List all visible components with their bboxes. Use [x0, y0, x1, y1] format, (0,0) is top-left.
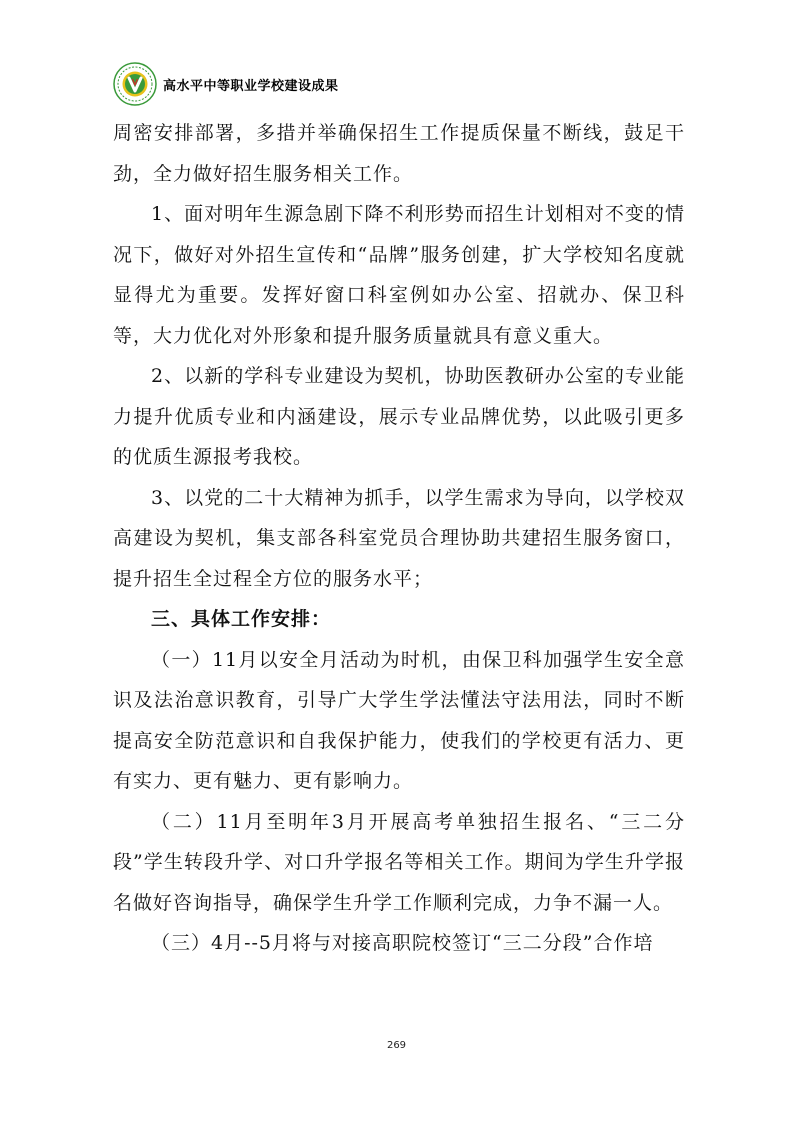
- paragraph-schedule-2: （二）11月至明年3月开展高考单独招生报名、“三二分段”学生转段升学、对口升学报名等相关工作。期间为学生升学报名做好咨询指导，确保学生升学工作顺利完成，力争不漏一人。: [113, 810, 685, 914]
- paragraph-schedule-3: （三）4月--5月将与对接高职院校签订“三二分段”合作培: [151, 932, 654, 954]
- paragraph-item-3: 3、以党的二十大精神为抓手，以学生需求为导向，以学校双高建设为契机，集支部各科室党员合理协助共建招生服务窗口，提升招生全过程全方位的服务水平；: [113, 486, 685, 590]
- paragraph-schedule-1: （一）11月以安全月活动为时机，由保卫科加强学生安全意识及法治意识教育，引导广大学生学法懂法守法用法，同时不断提高安全防范意识和自我保护能力，使我们的学校更有活力、更有实力、更有魅力、更有影响力。: [113, 648, 685, 792]
- school-logo: [113, 62, 157, 106]
- page-number: 269: [386, 1040, 407, 1051]
- document-body: [113, 113, 685, 964]
- section-heading: 三、具体工作安排：: [151, 608, 332, 630]
- paragraph-item-2: 2、以新的学科专业建设为契机，协助医教研办公室的专业能力提升优质专业和内涵建设，展示专业品牌优势，以此吸引更多的优质生源报考我校。: [113, 365, 685, 468]
- page-header: [113, 62, 683, 106]
- header-title: 高水平中等职业学校建设成果: [163, 78, 339, 94]
- paragraph-item-1: 1、面对明年生源急剧下降不利形势而招生计划相对不变的情况下，做好对外招生宣传和“品牌”服务创建，扩大学校知名度就显得尤为重要。发挥好窗口科室例如办公室、招就办、保卫科等，大力优化对外形象和提升服务质量就具有意义重大。: [113, 203, 685, 347]
- paragraph-continued: 周密安排部署，多措并举确保招生工作提质保量不断线，鼓足干劲，全力做好招生服务相关工作。: [113, 122, 685, 185]
